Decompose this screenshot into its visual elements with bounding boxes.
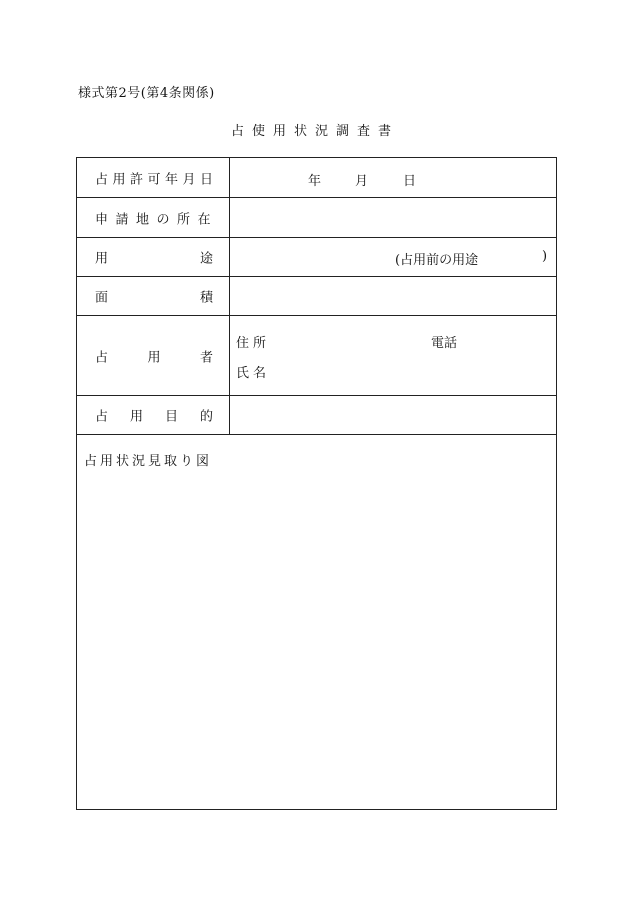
form-number: 様式第2号(第4条関係) — [78, 86, 215, 101]
usage-field[interactable] — [230, 238, 556, 276]
row-area — [77, 277, 556, 316]
area-label-cell — [77, 277, 230, 315]
day-unit: 日 — [403, 174, 417, 189]
purpose-label-char-1: 占 — [95, 409, 109, 425]
purpose-label-char-4: 的 — [199, 409, 213, 425]
row-permit-date — [77, 158, 556, 198]
phone-label: 電話 — [431, 336, 458, 351]
purpose-label-char-3: 目 — [164, 409, 178, 425]
purpose-label-cell — [77, 396, 230, 434]
previous-use-note: (占用前の用途 — [395, 253, 479, 268]
occupant-label-cell — [77, 316, 230, 395]
permit-date-label-cell — [77, 158, 230, 197]
area-label-left: 面 — [95, 290, 109, 306]
area-field[interactable] — [230, 277, 556, 315]
month-unit: 月 — [355, 174, 369, 189]
sketch-label: 占用状況見取り図 — [84, 454, 213, 469]
location-label: 申請地の所在 — [95, 212, 219, 227]
usage-label — [95, 248, 213, 267]
area-label-right: 積 — [199, 290, 213, 306]
occupant-label-char-1: 占 — [95, 350, 109, 365]
permit-date-field[interactable] — [230, 158, 556, 197]
row-location — [77, 198, 556, 238]
year-unit: 年 — [308, 174, 322, 189]
location-label-cell — [77, 198, 230, 237]
usage-label-left: 用 — [95, 251, 109, 267]
row-occupant — [77, 316, 556, 396]
purpose-field[interactable] — [230, 396, 556, 434]
usage-label-cell — [77, 238, 230, 276]
sketch-area[interactable] — [77, 435, 556, 809]
area-label — [95, 287, 213, 306]
occupant-field[interactable] — [230, 316, 556, 395]
document-title: 占使用状況調査書 — [230, 124, 399, 139]
row-usage — [77, 238, 556, 277]
occupant-label-char-2: 用 — [147, 350, 161, 365]
row-purpose — [77, 396, 556, 435]
name-label: 氏名 — [236, 366, 271, 381]
permit-date-label: 占用許可年月日 — [95, 172, 218, 187]
location-field[interactable] — [230, 198, 556, 237]
occupant-label — [95, 346, 213, 365]
purpose-label-char-2: 用 — [129, 409, 143, 425]
occupant-label-char-3: 者 — [199, 350, 213, 365]
usage-label-right: 途 — [199, 251, 213, 267]
previous-use-close-paren: ) — [542, 249, 548, 264]
address-label: 住所 — [236, 336, 271, 351]
purpose-label — [95, 406, 213, 425]
survey-form-table — [76, 157, 557, 810]
